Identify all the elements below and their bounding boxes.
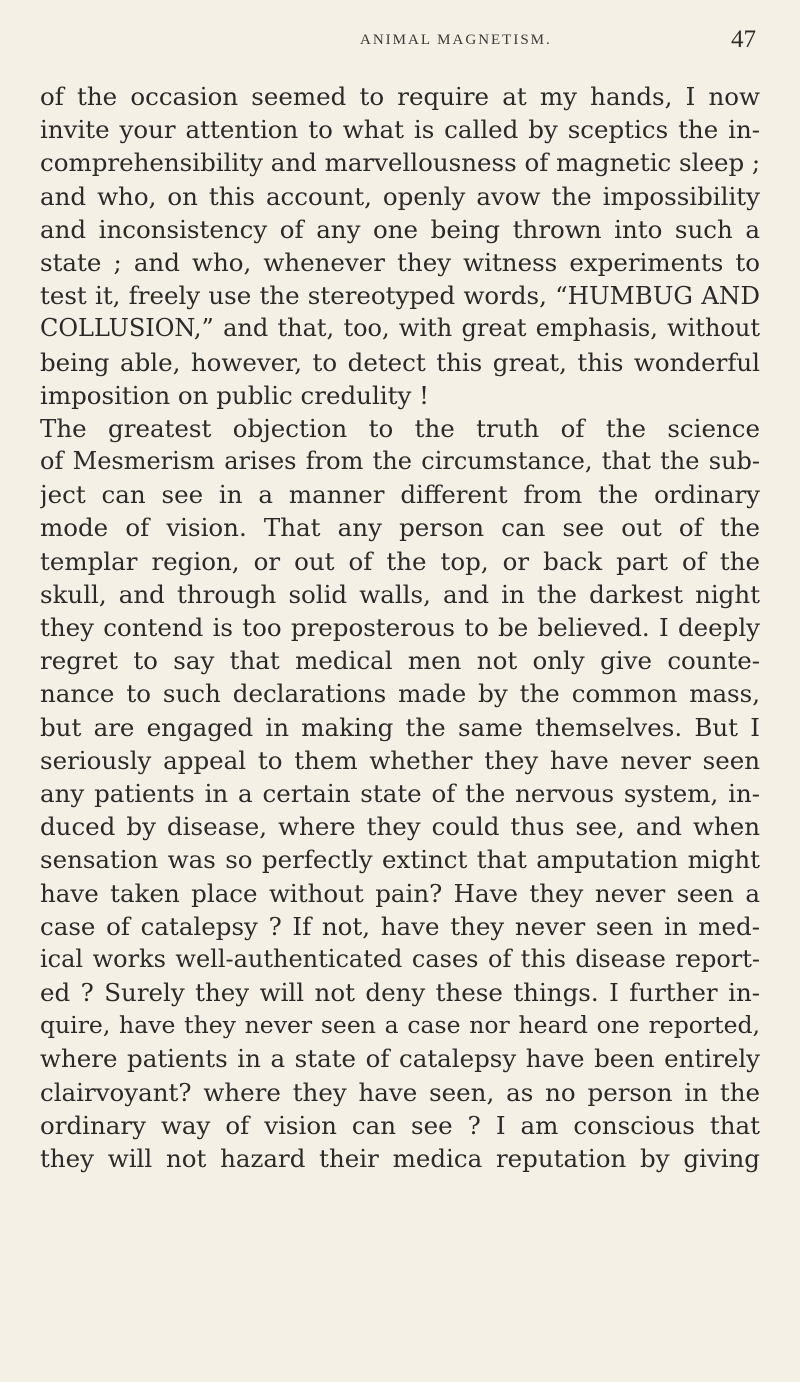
text-line: they contend is too preposterous to be believed. I deeply (40, 613, 760, 642)
text-line: regret to say that medical men not only give counte- (40, 646, 760, 676)
text-line: of the occasion seemed to require at my hands, I now (40, 82, 760, 111)
text-line: imposition on public credulity ! (40, 380, 429, 410)
text-line: ed ? Surely they will not deny these things. I further in- (40, 978, 760, 1008)
text-line: duced by disease, where they could thus see, and when (40, 812, 760, 842)
text-line: templar region, or out of the top, or back part of the (40, 546, 760, 576)
text-line: skull, and through solid walls, and in the darkest night (40, 579, 760, 609)
text-line: where patients in a state of catalepsy have been entirely (40, 1044, 760, 1074)
text-line: ject can see in a manner different from the ordinary (40, 480, 760, 510)
text-line: any patients in a certain state of the nervous system, in- (40, 778, 760, 808)
text-line: of Mesmerism arises from the circumstance, that the sub- (40, 447, 760, 476)
page-number: 47 (731, 26, 756, 53)
text-line: test it, freely use the stereotyped words, “HUMBUG AND (40, 281, 760, 311)
text-line: being able, however, to detect this great, this wonderful (40, 347, 760, 377)
text-line: comprehensibility and marvellousness of magnetic sleep ; (40, 148, 760, 178)
body-text (40, 80, 760, 1175)
text-line: and who, on this account, openly avow the impossibility (40, 181, 760, 211)
text-line: but are engaged in making the same themselves. But I (40, 712, 760, 742)
text-line: have taken place without pain? Have they never seen a (40, 878, 760, 908)
text-line: they will not hazard their medica reputation by giving (40, 1144, 760, 1173)
running-title: ANIMAL MAGNETISM. (360, 32, 552, 48)
text-line: ordinary way of vision can see ? I am conscious that (40, 1110, 760, 1140)
text-line: state ; and who, whenever they witness experiments to (40, 247, 760, 277)
text-line: mode of vision. That any person can see out of the (40, 513, 760, 543)
text-line: COLLUSION,” and that, too, with great emphasis, without (40, 314, 760, 343)
text-line: clairvoyant? where they have seen, as no person in the (40, 1077, 760, 1107)
text-line: seriously appeal to them whether they have never seen (40, 745, 760, 775)
text-line: ical works well-authenticated cases of this disease report- (40, 944, 760, 973)
text-line: sensation was so perfectly extinct that amputation might (40, 845, 760, 875)
running-head (0, 20, 800, 60)
text-line: and inconsistency of any one being thrown into such a (40, 214, 760, 244)
text-line: The greatest objection to the truth of the science (40, 413, 760, 443)
text-line: quire, have they never seen a case nor heard one reported, (40, 1011, 760, 1040)
text-line: invite your attention to what is called by sceptics the in- (40, 115, 760, 145)
text-line: case of catalepsy ? If not, have they never seen in med- (40, 911, 760, 941)
text-line: nance to such declarations made by the common mass, (40, 679, 760, 709)
